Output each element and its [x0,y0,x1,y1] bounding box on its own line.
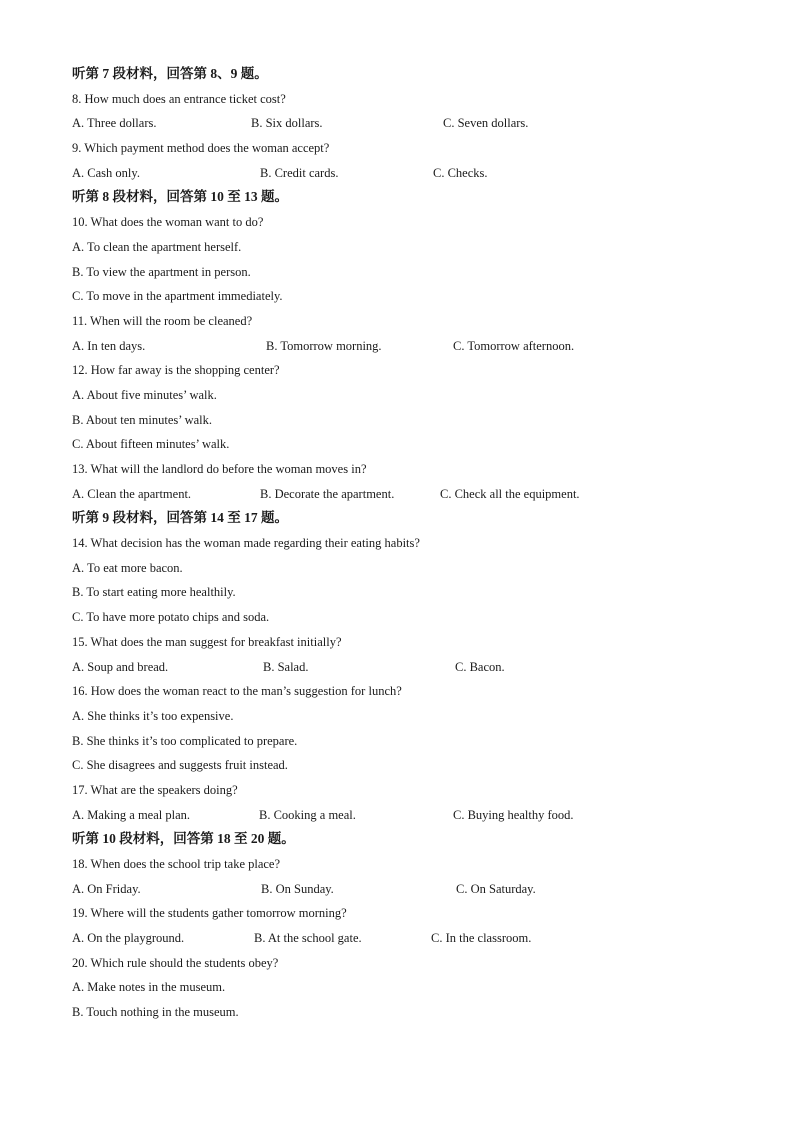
question-11: 11. When will the room be cleaned? [72,313,253,328]
question-12: 12. How far away is the shopping center? [72,363,280,378]
option-c: C. Bacon. [455,659,505,674]
option-c: C. Buying healthy food. [453,807,574,822]
question-18: 18. When does the school trip take place? [72,857,281,871]
question-13: 13. What will the landlord do before the woman moves in? [72,462,367,476]
options-row [72,482,722,507]
question-9: 9. Which payment method does the woman accept? [72,141,330,156]
option-a: A. Three dollars. [72,116,157,131]
question-20: 20. Which rule should the students obey? [72,955,279,970]
option-c: C. Check all the equipment. [440,486,580,501]
option-b: B. Touch nothing in the museum. [72,1005,239,1020]
option-b: B. Decorate the apartment. [260,486,395,501]
option-b: B. To start eating more healthily. [72,585,236,600]
options-row [72,111,722,136]
option-a: A. To eat more bacon. [72,560,183,575]
option-a: A. To clean the apartment herself. [72,239,242,254]
option-b: B. At the school gate. [254,931,362,946]
option-c: C. Checks. [433,165,488,180]
option-b: B. About ten minutes’ walk. [72,412,213,427]
option-c: C. Seven dollars. [443,116,529,131]
option-a: A. On the playground. [72,931,185,946]
question-19: 19. Where will the students gather tomorrow morning? [72,906,347,921]
question-14: 14. What decision has the woman made regarding their eating habits? [72,536,420,551]
option-a: A. Make notes in the museum. [72,980,226,995]
option-b: B. Tomorrow morning. [266,338,382,353]
option-a: A. Cash only. [72,165,140,180]
option-b: B. Cooking a meal. [259,807,356,822]
option-a: A. In ten days. [72,338,146,353]
options-row [72,877,722,902]
question-10: 10. What does the woman want to do? [72,215,264,230]
option-c: C. About fifteen minutes’ walk. [72,437,230,452]
exam-page [72,62,722,1025]
options-row [72,334,722,359]
section-header: 听第 10 段材料，回答第 18 至 20 题。 [72,831,295,847]
option-b: B. Salad. [263,659,309,674]
option-a: A. Clean the apartment. [72,486,192,501]
option-b: B. Six dollars. [251,116,323,131]
option-a: A. Making a meal plan. [72,807,191,822]
option-c: C. Tomorrow afternoon. [453,338,575,353]
question-16: 16. How does the woman react to the man’s suggestion for lunch? [72,684,402,699]
option-b: B. On Sunday. [261,881,334,896]
option-c: C. To move in the apartment immediately. [72,289,283,304]
option-c: C. She disagrees and suggests fruit instead. [72,758,288,773]
question-17: 17. What are the speakers doing? [72,782,238,797]
option-a: A. Soup and bread. [72,659,169,674]
option-a: A. On Friday. [72,881,141,896]
question-15: 15. What does the man suggest for breakfast initially? [72,634,342,649]
section-header: 听第 8 段材料，回答第 10 至 13 题。 [72,189,288,205]
options-row [72,803,722,828]
options-row [72,655,722,680]
option-a: A. She thinks it’s too expensive. [72,708,234,723]
option-b: B. Credit cards. [260,165,339,180]
option-a: A. About five minutes’ walk. [72,387,217,402]
option-b: B. To view the apartment in person. [72,264,251,279]
option-c: C. To have more potato chips and soda. [72,610,270,625]
option-c: C. On Saturday. [456,881,536,896]
question-8: 8. How much does an entrance ticket cost? [72,91,286,106]
section-header: 听第 7 段材料，回答第 8、9 题。 [72,66,268,81]
option-b: B. She thinks it’s too complicated to prepare. [72,733,298,748]
section-header: 听第 9 段材料，回答第 14 至 17 题。 [72,510,288,526]
options-row [72,926,722,951]
options-row [72,161,722,186]
option-c: C. In the classroom. [431,931,532,946]
